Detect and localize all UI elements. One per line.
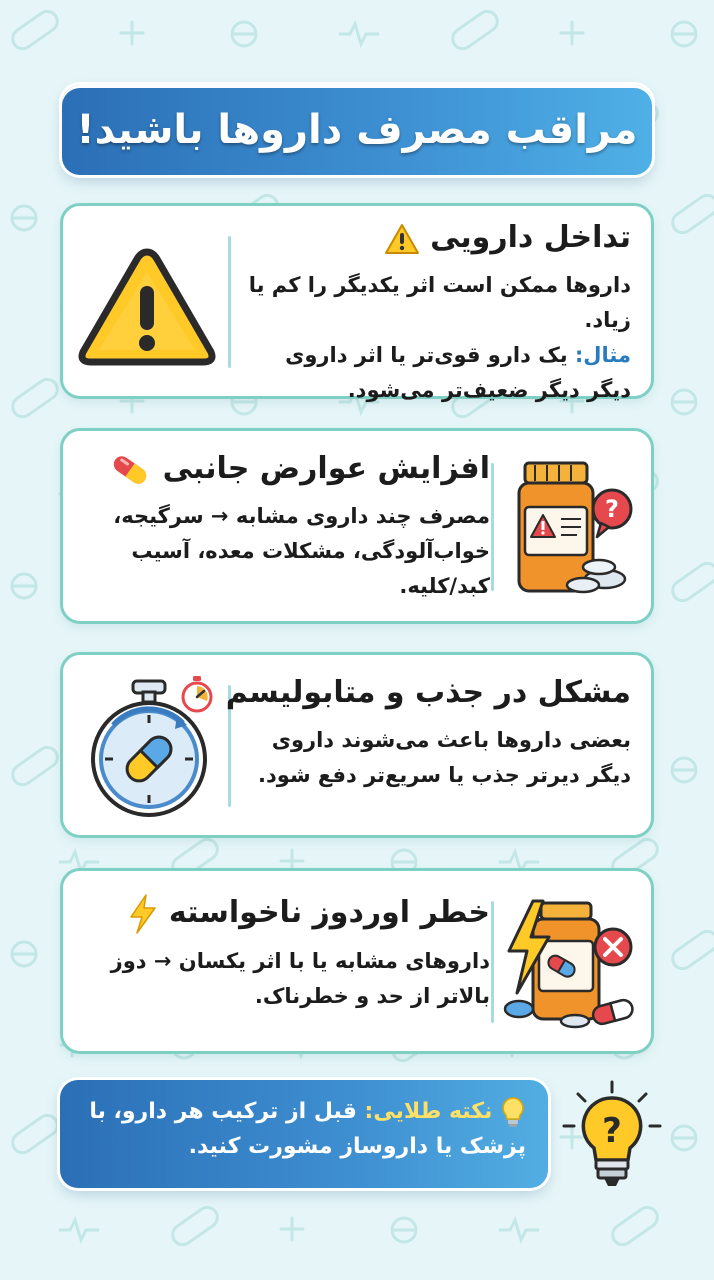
card-body: داروهای مشابه یا با اثر یکسان → دوز بالاتر از حد و خطرناک.: [110, 948, 490, 1008]
card-body: داروها ممکن است اثر یکدیگر را کم یا زیاد.: [248, 273, 631, 332]
card-body: بعضی داروها باعث می‌شوند داروی دیگر دیرتر جذب یا سریع‌تر دفع شود.: [258, 728, 631, 787]
background-pattern-shape: [9, 375, 61, 420]
card-divider: [491, 463, 494, 591]
background-pattern-shape: [121, 22, 143, 44]
card-heading: [225, 673, 631, 713]
background-pattern-shape: [281, 1218, 303, 1240]
background-pattern-shape: [669, 191, 714, 236]
background-pattern-shape: [609, 1203, 661, 1248]
title-banner: [62, 85, 652, 175]
background-pattern-shape: [9, 7, 61, 52]
svg-text:?: ?: [602, 1111, 622, 1151]
card-body: مصرف چند داروی مشابه → سرگیجه، خواب‌آلودگی، مشکلات معده، آسیب کبد/کلیه.: [113, 504, 490, 598]
warning-icon: [384, 223, 420, 255]
lightbulb-icon: [500, 1096, 526, 1128]
background-pattern-shape: [340, 24, 378, 44]
background-pattern-shape: [9, 1111, 61, 1156]
tip-message: قبل از ترکیب هر دارو، با پزشک یا داروساز مشورت کنید.: [89, 1099, 526, 1159]
card-text: [225, 673, 631, 793]
background-pattern-shape: [669, 927, 714, 972]
background-pattern-shape: [9, 743, 61, 788]
card-heading: [85, 893, 490, 934]
svg-text:?: ?: [605, 495, 619, 523]
heading-text: تداخل دارویی: [430, 220, 631, 255]
lightbulb-question-icon: [562, 1080, 662, 1192]
background-pattern-shape: [169, 1203, 221, 1248]
example-text: یک دارو قوی‌تر یا اثر داروی دیگر دیگر ضعیف‌تر می‌شود.: [285, 343, 631, 402]
card-text: [236, 218, 631, 408]
tip-text: [78, 1094, 526, 1164]
card-text: [85, 893, 490, 1014]
card-divider: [491, 901, 494, 1023]
background-pattern-shape: [500, 1220, 538, 1240]
card-overdose: [60, 868, 654, 1054]
background-pattern-shape: [669, 559, 714, 604]
tip-label: نکته طلایی:: [364, 1099, 493, 1124]
stopwatch-icon: [179, 675, 215, 713]
example-label: مثال:: [574, 343, 631, 367]
card-example: [236, 338, 631, 408]
heading-text: خطر اوردوز ناخواسته: [168, 895, 490, 930]
card-text: [85, 449, 490, 604]
bottle-lightning-cross-icon: [503, 897, 643, 1029]
medicine-bottle-warning-icon: [511, 459, 641, 599]
card-side-effects: [60, 428, 654, 624]
card-heading: [85, 449, 490, 489]
background-pattern-shape: [449, 7, 501, 52]
card-divider: [228, 236, 231, 368]
lightning-icon: [128, 894, 158, 934]
card-drug-interaction: [60, 203, 654, 402]
warning-triangle-icon: [77, 244, 217, 369]
heading-text: مشکل در جذب و متابولیسم: [225, 675, 631, 710]
card-heading: [236, 218, 631, 258]
page-title: مراقب مصرف داروها باشید!: [76, 107, 638, 153]
background-pattern-shape: [561, 22, 583, 44]
heading-text: افزایش عوارض جانبی: [162, 451, 490, 486]
pill-icon: [108, 453, 152, 487]
golden-tip-box: [60, 1080, 548, 1188]
card-absorption: [60, 652, 654, 838]
background-pattern-shape: [60, 1220, 98, 1240]
